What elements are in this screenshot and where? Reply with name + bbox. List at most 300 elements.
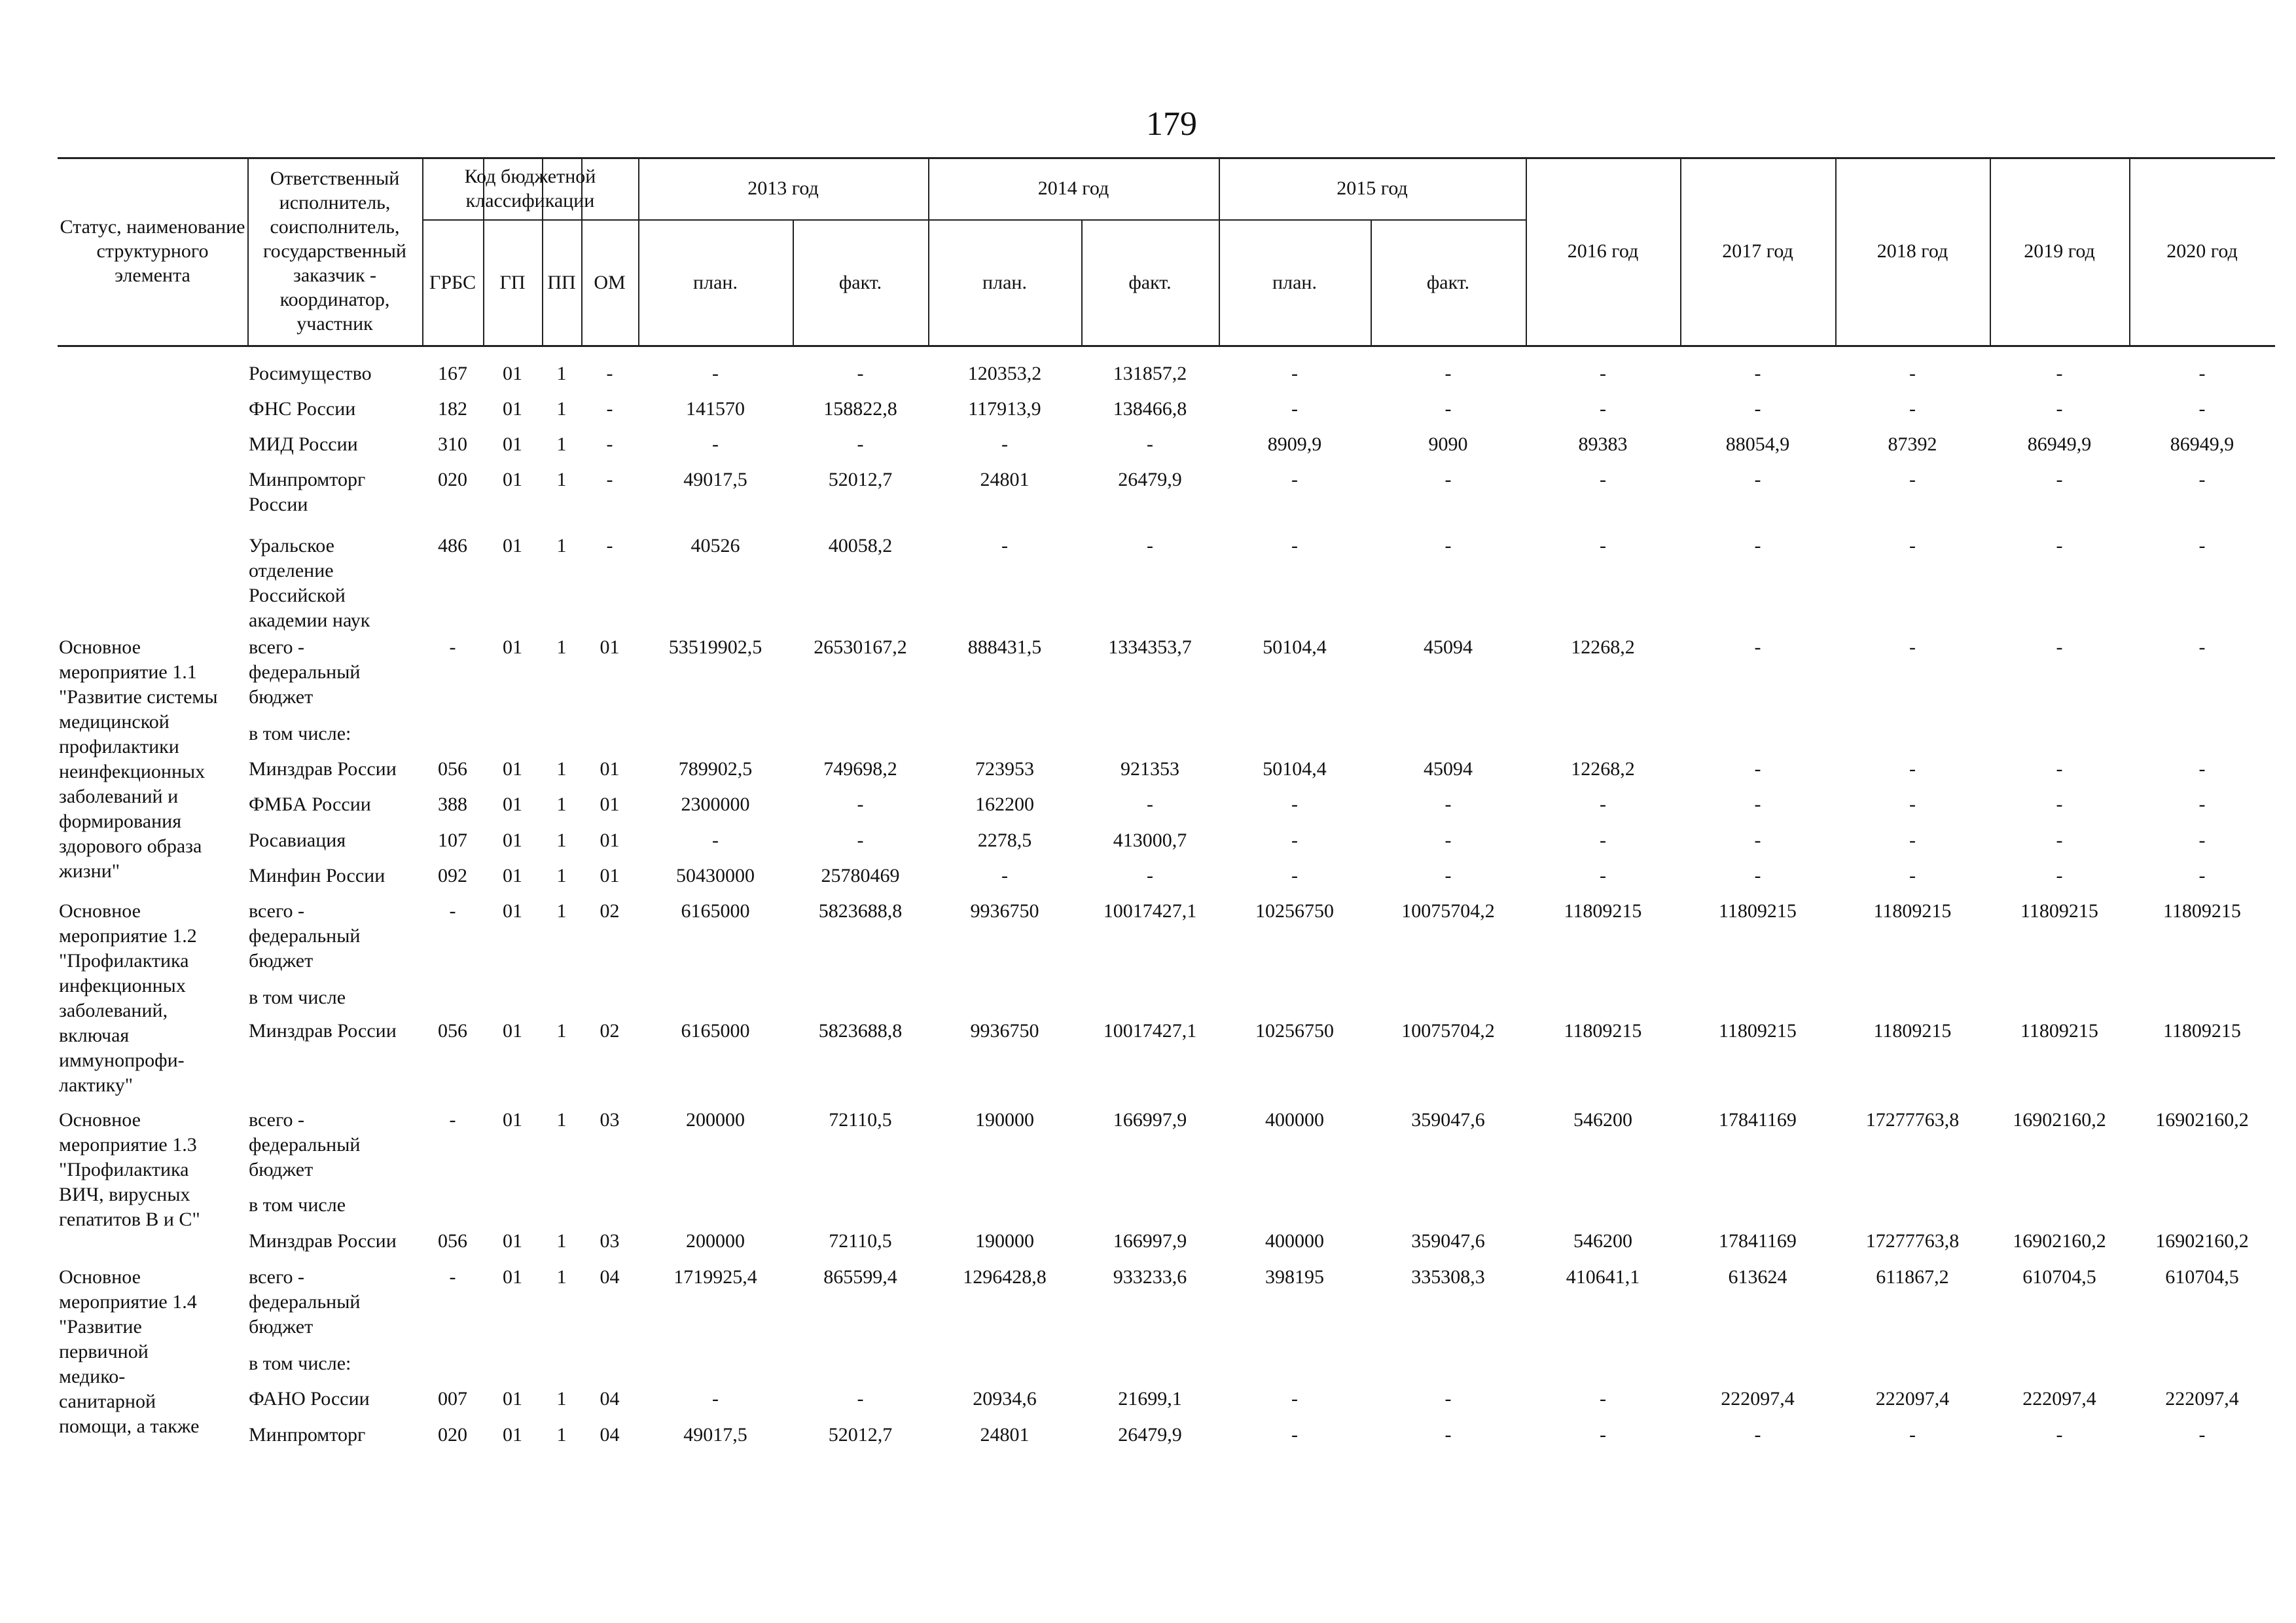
value-cell: 16902160,2	[2155, 1109, 2249, 1131]
code-cell: 1	[556, 830, 567, 851]
executor-cell: в том числе:	[249, 1353, 351, 1374]
value-cell: -	[1909, 758, 1916, 780]
value-cell: -	[712, 1388, 719, 1410]
value-cell: 546200	[1573, 1109, 1632, 1131]
value-cell: 10075704,2	[1401, 1020, 1495, 1042]
executor-cell: Уральское отделение Российской академии наук	[249, 535, 370, 631]
header-fact: факт.	[838, 271, 882, 293]
value-cell: -	[1444, 363, 1452, 384]
value-cell: 89383	[1578, 433, 1628, 455]
value-cell: -	[1001, 535, 1008, 556]
value-cell: -	[1600, 363, 1606, 384]
value-cell: 11809215	[2020, 1020, 2098, 1042]
value-cell: -	[1754, 398, 1761, 420]
code-cell: 01	[503, 830, 522, 851]
code-cell: 01	[503, 1266, 522, 1288]
value-cell: -	[1754, 363, 1761, 384]
value-cell: -	[1600, 1424, 1606, 1446]
value-cell: 400000	[1265, 1109, 1324, 1131]
value-cell: -	[1291, 1424, 1298, 1446]
value-cell: -	[1147, 433, 1153, 455]
value-cell: -	[1909, 636, 1916, 658]
value-cell: -	[1754, 793, 1761, 815]
code-cell: 1	[556, 469, 567, 490]
code-cell: 388	[438, 793, 467, 815]
code-cell: 01	[503, 1424, 522, 1446]
executor-cell: Минфин России	[249, 865, 386, 886]
executor-cell: Росимущество	[249, 363, 372, 384]
value-cell: 40058,2	[828, 535, 893, 556]
value-cell: -	[1600, 398, 1606, 420]
value-cell: 6165000	[681, 1020, 750, 1042]
header-fact: факт.	[1426, 271, 1470, 293]
header-code-3: ОМ	[594, 271, 626, 293]
value-cell: -	[857, 363, 864, 384]
value-cell: -	[1291, 469, 1298, 490]
value-cell: 335308,3	[1411, 1266, 1485, 1288]
value-cell: -	[1754, 469, 1761, 490]
value-cell: -	[1754, 865, 1761, 886]
code-cell: 056	[438, 758, 467, 780]
value-cell: 222097,4	[1875, 1388, 1950, 1410]
value-cell: 88054,9	[1725, 433, 1790, 455]
code-cell: 01	[600, 758, 620, 780]
executor-cell: в том числе	[249, 987, 346, 1008]
value-cell: 12268,2	[1571, 636, 1635, 658]
value-cell: 9090	[1428, 433, 1468, 455]
value-cell: 398195	[1265, 1266, 1324, 1288]
value-cell: 723953	[975, 758, 1034, 780]
code-cell: -	[449, 636, 456, 658]
value-cell: 933233,6	[1113, 1266, 1187, 1288]
value-cell: -	[1291, 793, 1298, 815]
value-cell: -	[2056, 758, 2063, 780]
value-cell: 222097,4	[2022, 1388, 2096, 1410]
header-budget-code: Код бюджетной классификации	[464, 165, 596, 211]
header-year: 2016 год	[1567, 240, 1639, 262]
value-cell: 1334353,7	[1108, 636, 1192, 658]
executor-cell: ФАНО России	[249, 1388, 370, 1410]
value-cell: -	[2198, 865, 2206, 886]
value-cell: -	[1444, 830, 1452, 851]
value-cell: 20934,6	[973, 1388, 1037, 1410]
value-cell: 86949,9	[2027, 433, 2092, 455]
header-year: 2017 год	[1722, 240, 1793, 262]
rule-line	[58, 345, 2275, 347]
executor-cell: Росавиация	[249, 830, 346, 851]
value-cell: 11809215	[2020, 900, 2098, 922]
value-cell: 921353	[1121, 758, 1179, 780]
value-cell: -	[1147, 535, 1153, 556]
value-cell: -	[1909, 793, 1916, 815]
value-cell: 26479,9	[1118, 469, 1182, 490]
value-cell: -	[1754, 758, 1761, 780]
header-fact: факт.	[1128, 271, 1172, 293]
value-cell: -	[1001, 433, 1008, 455]
code-cell: 1	[556, 758, 567, 780]
value-cell: 9936750	[970, 900, 1039, 922]
code-cell: 020	[438, 1424, 467, 1446]
executor-cell: ФНС России	[249, 398, 356, 420]
value-cell: -	[1291, 1388, 1298, 1410]
header-plan: план.	[982, 271, 1027, 293]
value-cell: 11809215	[1719, 1020, 1797, 1042]
value-cell: -	[1600, 830, 1606, 851]
value-cell: 26530167,2	[814, 636, 907, 658]
code-cell: 1	[556, 1230, 567, 1252]
value-cell: -	[712, 830, 719, 851]
executor-cell: всего - федеральный бюджет	[249, 1266, 361, 1338]
value-cell: -	[2198, 535, 2206, 556]
value-cell: 1296428,8	[963, 1266, 1047, 1288]
value-cell: -	[2056, 636, 2063, 658]
value-cell: -	[2056, 535, 2063, 556]
value-cell: 222097,4	[1721, 1388, 1795, 1410]
code-cell: -	[449, 1109, 456, 1131]
value-cell: -	[1444, 793, 1452, 815]
code-cell: 1	[556, 636, 567, 658]
executor-cell: Минпромторг России	[249, 469, 366, 515]
value-cell: 10256750	[1255, 900, 1334, 922]
value-cell: 5823688,8	[818, 1020, 903, 1042]
value-cell: -	[1600, 535, 1606, 556]
executor-cell: Минздрав России	[249, 1230, 397, 1252]
value-cell: 50104,4	[1263, 758, 1327, 780]
value-cell: 789902,5	[678, 758, 753, 780]
status-cell: Основное мероприятие 1.3 "Профилактика ВИЧ, вирусных гепатитов В и С"	[59, 1109, 200, 1230]
value-cell: -	[1754, 830, 1761, 851]
value-cell: 72110,5	[829, 1230, 892, 1252]
code-cell: 1	[556, 1020, 567, 1042]
value-cell: -	[1444, 535, 1452, 556]
value-cell: 11809215	[1873, 900, 1952, 922]
code-cell: -	[606, 363, 613, 384]
code-cell: 007	[438, 1388, 467, 1410]
code-cell: 01	[503, 469, 522, 490]
executor-cell: в том числе	[249, 1194, 346, 1216]
value-cell: 45094	[1424, 758, 1473, 780]
value-cell: -	[857, 830, 864, 851]
value-cell: -	[857, 433, 864, 455]
value-cell: 200000	[686, 1109, 745, 1131]
code-cell: 1	[556, 865, 567, 886]
code-cell: 01	[503, 1388, 522, 1410]
value-cell: 158822,8	[823, 398, 897, 420]
value-cell: -	[2056, 363, 2063, 384]
value-cell: 141570	[686, 398, 745, 420]
value-cell: 72110,5	[829, 1109, 892, 1131]
value-cell: 5823688,8	[818, 900, 903, 922]
value-cell: 16902160,2	[2013, 1109, 2106, 1131]
value-cell: -	[1291, 535, 1298, 556]
value-cell: 611867,2	[1876, 1266, 1949, 1288]
value-cell: 190000	[975, 1109, 1034, 1131]
value-cell: 40526	[691, 535, 740, 556]
value-cell: 11809215	[2163, 900, 2241, 922]
value-cell: 16902160,2	[2155, 1230, 2249, 1252]
code-cell: -	[449, 900, 456, 922]
value-cell: -	[857, 793, 864, 815]
code-cell: -	[606, 398, 613, 420]
header-year: 2013 год	[747, 177, 819, 199]
code-cell: 1	[556, 433, 567, 455]
value-cell: 49017,5	[683, 1424, 747, 1446]
value-cell: 166997,9	[1113, 1230, 1187, 1252]
code-cell: 01	[600, 830, 620, 851]
value-cell: -	[1909, 865, 1916, 886]
value-cell: 359047,6	[1411, 1230, 1485, 1252]
header-code-2: ПП	[547, 271, 576, 293]
header-year: 2018 год	[1876, 240, 1948, 262]
code-cell: 020	[438, 469, 467, 490]
code-cell: 01	[600, 636, 620, 658]
code-cell: 04	[600, 1424, 620, 1446]
header-year: 2019 год	[2024, 240, 2095, 262]
value-cell: 86949,9	[2170, 433, 2234, 455]
value-cell: 413000,7	[1113, 830, 1187, 851]
executor-cell: всего - федеральный бюджет	[249, 1109, 361, 1180]
code-cell: 1	[556, 1424, 567, 1446]
code-cell: 01	[503, 433, 522, 455]
value-cell: -	[1147, 865, 1153, 886]
header-executor: Ответственный исполнитель, соисполнитель, государственный заказчик - координатор, участник	[263, 168, 406, 335]
value-cell: 25780469	[821, 865, 900, 886]
value-cell: 749698,2	[823, 758, 897, 780]
value-cell: -	[1444, 1424, 1452, 1446]
code-cell: 056	[438, 1230, 467, 1252]
rule-line	[247, 157, 249, 345]
header-status: Статус, наименование структурного элемента	[60, 216, 245, 286]
code-cell: 182	[438, 398, 467, 420]
code-cell: 02	[600, 1020, 620, 1042]
value-cell: -	[1600, 1388, 1606, 1410]
value-cell: -	[1291, 830, 1298, 851]
value-cell: -	[2056, 469, 2063, 490]
header-plan: план.	[1272, 271, 1317, 293]
value-cell: 50430000	[676, 865, 755, 886]
value-cell: -	[2198, 363, 2206, 384]
value-cell: 865599,4	[823, 1266, 897, 1288]
value-cell: -	[2198, 793, 2206, 815]
value-cell: -	[1444, 1388, 1452, 1410]
value-cell: -	[1291, 865, 1298, 886]
value-cell: -	[1444, 469, 1452, 490]
value-cell: -	[1909, 1424, 1916, 1446]
value-cell: -	[1600, 793, 1606, 815]
code-cell: 1	[556, 363, 567, 384]
value-cell: -	[1754, 636, 1761, 658]
value-cell: 10075704,2	[1401, 900, 1495, 922]
value-cell: 2300000	[681, 793, 750, 815]
header-code-1: ГП	[499, 271, 526, 293]
value-cell: 190000	[975, 1230, 1034, 1252]
value-cell: 166997,9	[1113, 1109, 1187, 1131]
value-cell: -	[1600, 865, 1606, 886]
status-cell: Основное мероприятие 1.1 "Развитие системы медицинской профилактики неинфекционных заболеваний и формирования здорового образа жизни"	[59, 636, 218, 882]
code-cell: 01	[503, 900, 522, 922]
value-cell: 2278,5	[977, 830, 1032, 851]
value-cell: -	[2198, 758, 2206, 780]
code-cell: -	[606, 433, 613, 455]
value-cell: 53519902,5	[668, 636, 762, 658]
code-cell: 01	[503, 398, 522, 420]
code-cell: -	[606, 469, 613, 490]
header-year: 2014 год	[1037, 177, 1109, 199]
value-cell: -	[1754, 535, 1761, 556]
value-cell: 8909,9	[1267, 433, 1322, 455]
executor-cell: ФМБА России	[249, 793, 371, 815]
code-cell: 01	[503, 865, 522, 886]
value-cell: 117913,9	[968, 398, 1041, 420]
executor-cell: в том числе:	[249, 723, 351, 744]
value-cell: -	[2056, 398, 2063, 420]
value-cell: -	[2198, 469, 2206, 490]
code-cell: -	[606, 535, 613, 556]
value-cell: 400000	[1265, 1230, 1324, 1252]
value-cell: 162200	[975, 793, 1034, 815]
value-cell: 222097,4	[2165, 1388, 2239, 1410]
code-cell: 056	[438, 1020, 467, 1042]
code-cell: 1	[556, 1109, 567, 1131]
value-cell: -	[1600, 469, 1606, 490]
value-cell: -	[2056, 1424, 2063, 1446]
value-cell: -	[1909, 535, 1916, 556]
code-cell: 01	[503, 793, 522, 815]
code-cell: 03	[600, 1109, 620, 1131]
executor-cell: Минпромторг	[249, 1424, 366, 1446]
code-cell: 04	[600, 1266, 620, 1288]
code-cell: 01	[503, 535, 522, 556]
value-cell: 11809215	[1873, 1020, 1952, 1042]
value-cell: 26479,9	[1118, 1424, 1182, 1446]
value-cell: -	[1147, 793, 1153, 815]
code-cell: 01	[503, 636, 522, 658]
code-cell: 1	[556, 900, 567, 922]
value-cell: 610704,5	[2022, 1266, 2096, 1288]
code-cell: 167	[438, 363, 467, 384]
code-cell: 01	[503, 1020, 522, 1042]
value-cell: 49017,5	[683, 469, 747, 490]
value-cell: -	[2056, 865, 2063, 886]
code-cell: 1	[556, 398, 567, 420]
code-cell: 01	[600, 793, 620, 815]
executor-cell: всего - федеральный бюджет	[249, 636, 361, 708]
value-cell: 10256750	[1255, 1020, 1334, 1042]
executor-cell: Минздрав России	[249, 758, 397, 780]
code-cell: 01	[503, 363, 522, 384]
status-cell: Основное мероприятие 1.2 "Профилактика инфекционных заболеваний, включая иммунопрофи- лактику"	[59, 900, 197, 1096]
value-cell: 52012,7	[828, 469, 893, 490]
value-cell: -	[712, 433, 719, 455]
code-cell: 01	[503, 758, 522, 780]
page-number: 179	[1146, 105, 1197, 143]
value-cell: 17277763,8	[1865, 1230, 1960, 1252]
code-cell: 03	[600, 1230, 620, 1252]
value-cell: -	[2198, 636, 2206, 658]
code-cell: 1	[556, 793, 567, 815]
code-cell: 01	[503, 1230, 522, 1252]
value-cell: -	[1909, 830, 1916, 851]
code-cell: 1	[556, 1266, 567, 1288]
value-cell: 138466,8	[1113, 398, 1187, 420]
value-cell: 120353,2	[967, 363, 1042, 384]
value-cell: 610704,5	[2165, 1266, 2239, 1288]
value-cell: 10017427,1	[1103, 900, 1197, 922]
code-cell: -	[449, 1266, 456, 1288]
code-cell: 01	[503, 1109, 522, 1131]
value-cell: 359047,6	[1411, 1109, 1485, 1131]
value-cell: 50104,4	[1263, 636, 1327, 658]
value-cell: 613624	[1728, 1266, 1787, 1288]
value-cell: 24801	[980, 469, 1030, 490]
value-cell: 17277763,8	[1865, 1109, 1960, 1131]
value-cell: -	[2198, 830, 2206, 851]
value-cell: -	[1444, 398, 1452, 420]
value-cell: 1719925,4	[673, 1266, 757, 1288]
value-cell: 131857,2	[1113, 363, 1187, 384]
value-cell: 10017427,1	[1103, 1020, 1197, 1042]
header-code-0: ГРБС	[429, 271, 476, 293]
value-cell: -	[1001, 865, 1008, 886]
value-cell: -	[857, 1388, 864, 1410]
value-cell: 21699,1	[1118, 1388, 1182, 1410]
value-cell: -	[1909, 363, 1916, 384]
value-cell: -	[1291, 363, 1298, 384]
header-year: 2020 год	[2166, 240, 2238, 262]
code-cell: 04	[600, 1388, 620, 1410]
value-cell: 410641,1	[1566, 1266, 1640, 1288]
code-cell: 1	[556, 1388, 567, 1410]
value-cell: 52012,7	[828, 1424, 893, 1446]
header-plan: план.	[693, 271, 738, 293]
code-cell: 486	[438, 535, 467, 556]
header-year: 2015 год	[1336, 177, 1408, 199]
value-cell: -	[2198, 1424, 2206, 1446]
status-cell: Основное мероприятие 1.4 "Развитие первичной медико- санитарной помощи, а также	[59, 1266, 200, 1437]
value-cell: 200000	[686, 1230, 745, 1252]
value-cell: -	[2198, 398, 2206, 420]
value-cell: 16902160,2	[2013, 1230, 2106, 1252]
executor-cell: Минздрав России	[249, 1020, 397, 1042]
code-cell: 01	[600, 865, 620, 886]
value-cell: -	[1754, 1424, 1761, 1446]
value-cell: -	[1444, 865, 1452, 886]
value-cell: 888431,5	[967, 636, 1042, 658]
code-cell: 02	[600, 900, 620, 922]
value-cell: -	[712, 363, 719, 384]
value-cell: -	[2056, 830, 2063, 851]
value-cell: 9936750	[970, 1020, 1039, 1042]
executor-cell: всего - федеральный бюджет	[249, 900, 361, 972]
value-cell: 6165000	[681, 900, 750, 922]
value-cell: 17841169	[1719, 1109, 1797, 1131]
value-cell: 11809215	[1564, 900, 1642, 922]
value-cell: -	[2056, 793, 2063, 815]
code-cell: 1	[556, 535, 567, 556]
value-cell: 546200	[1573, 1230, 1632, 1252]
value-cell: 45094	[1424, 636, 1473, 658]
value-cell: -	[1909, 398, 1916, 420]
executor-cell: МИД России	[249, 433, 358, 455]
value-cell: 11809215	[1719, 900, 1797, 922]
value-cell: 17841169	[1719, 1230, 1797, 1252]
value-cell: 11809215	[2163, 1020, 2241, 1042]
value-cell: 12268,2	[1571, 758, 1635, 780]
value-cell: 24801	[980, 1424, 1030, 1446]
code-cell: 310	[438, 433, 467, 455]
code-cell: 092	[438, 865, 467, 886]
value-cell: -	[1909, 469, 1916, 490]
